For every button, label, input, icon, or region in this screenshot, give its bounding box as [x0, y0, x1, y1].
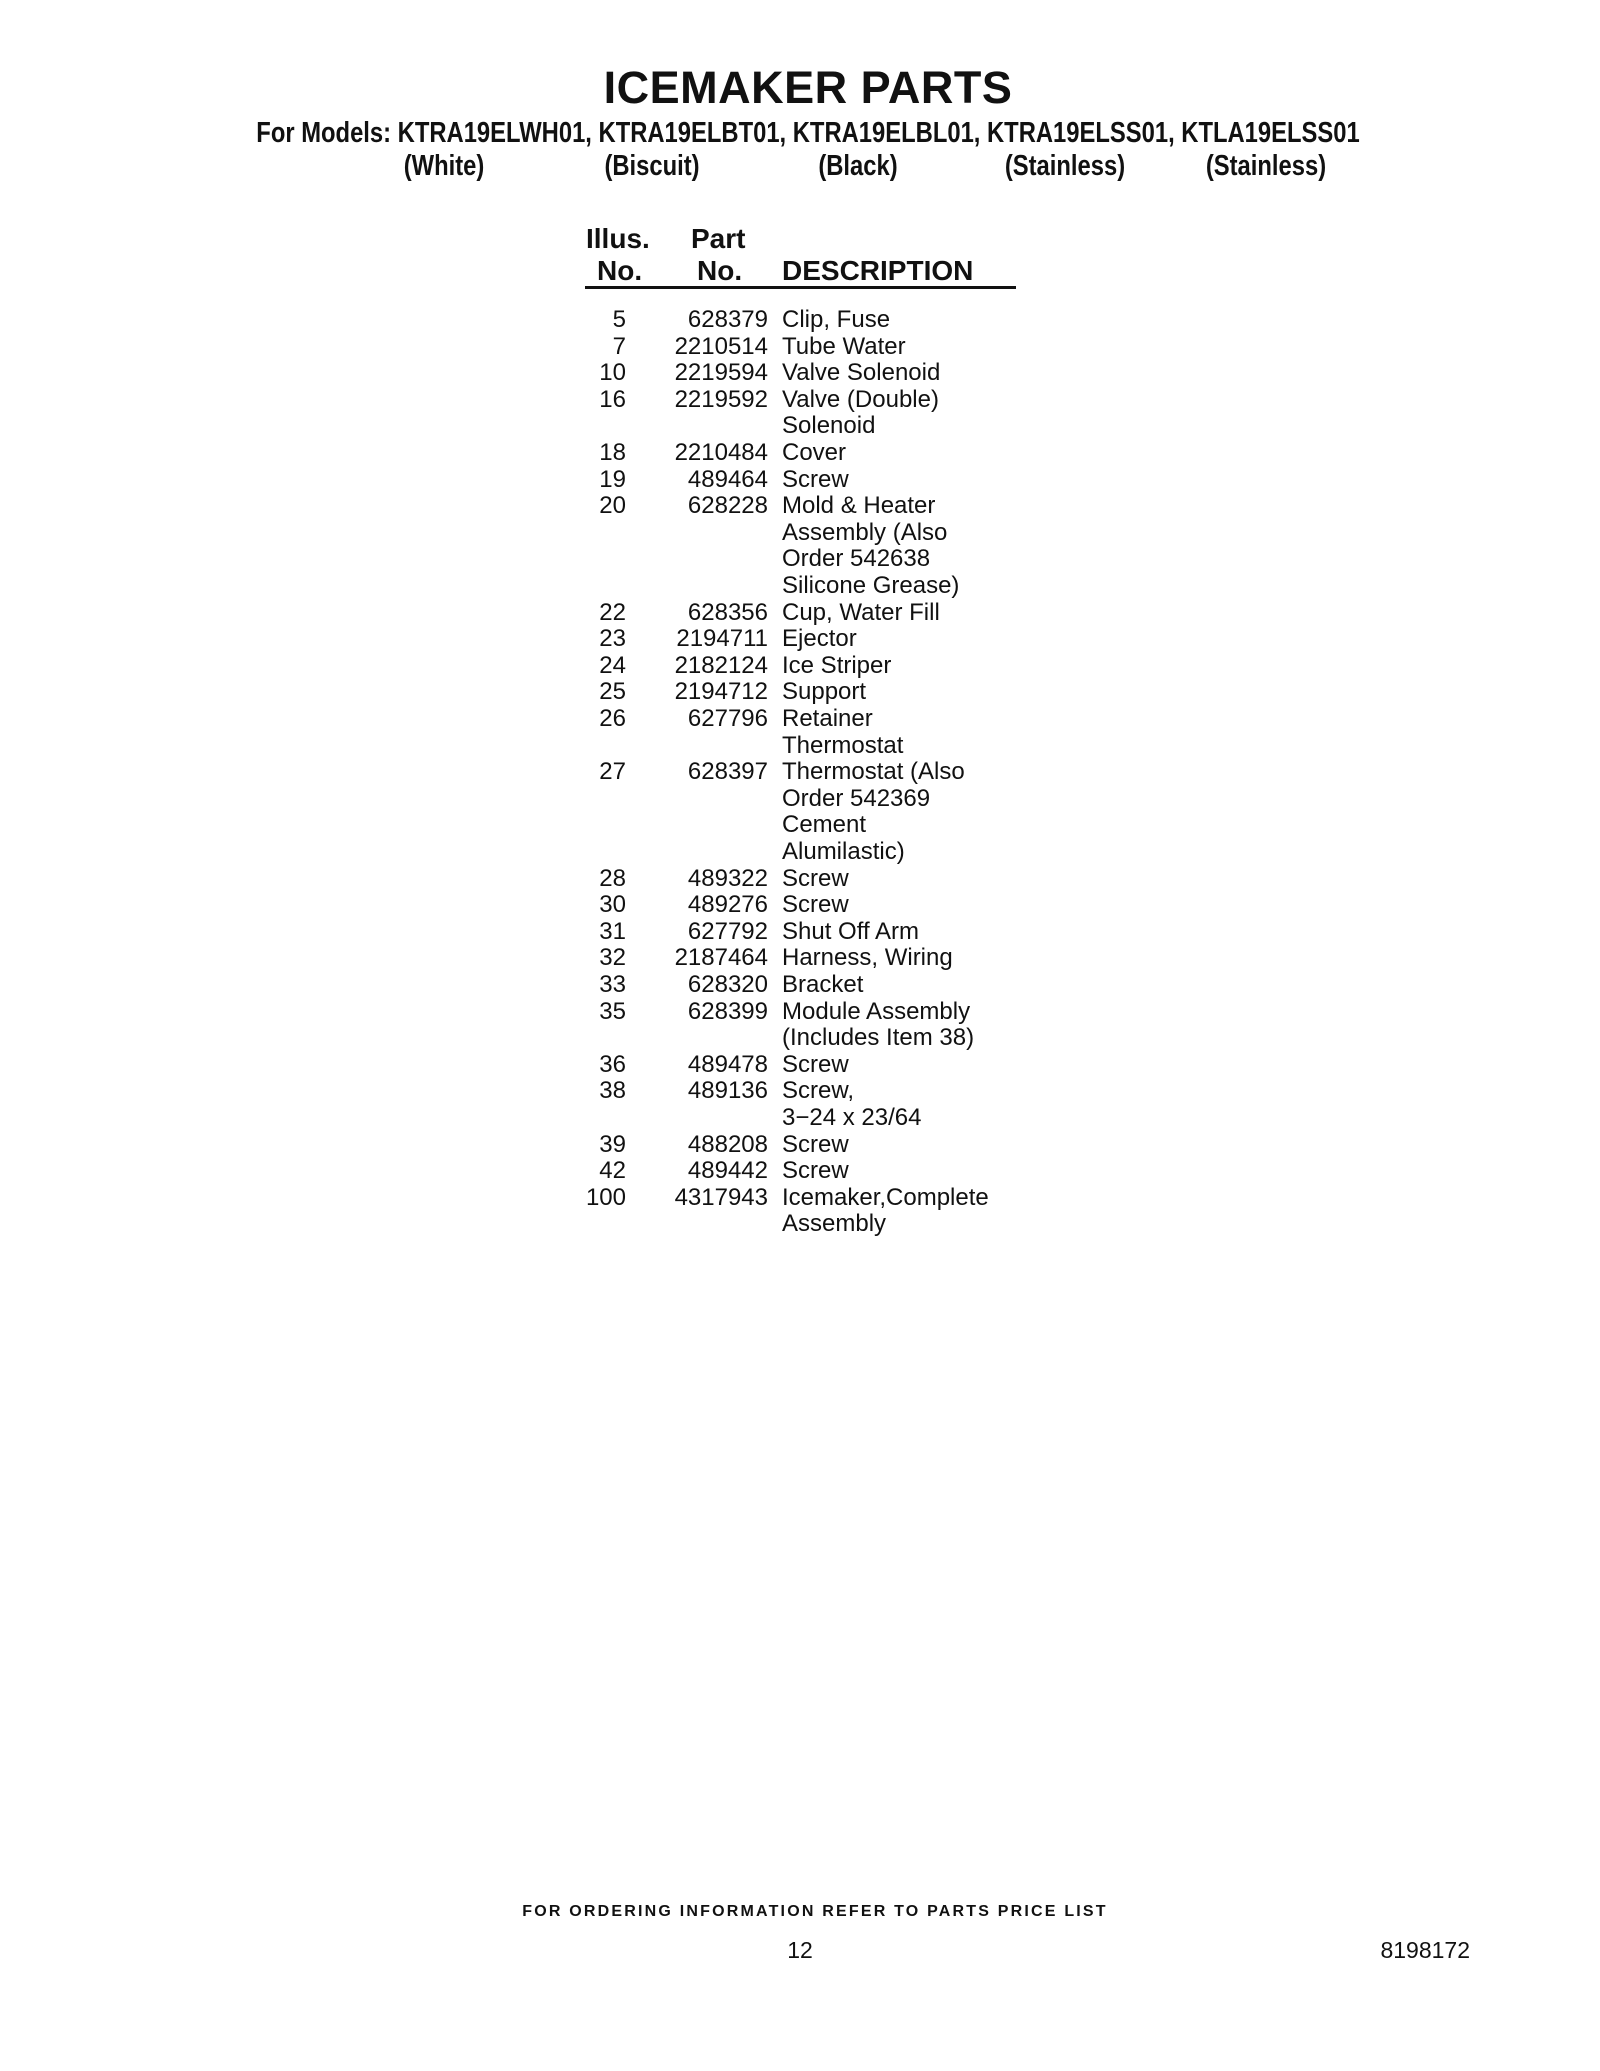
- part-number: 489276: [687, 891, 768, 919]
- description-line: Order 542369: [782, 784, 931, 812]
- illus-number: 18: [599, 439, 626, 466]
- illus-number: 36: [599, 1050, 626, 1078]
- description-line: Screw,: [782, 1077, 855, 1105]
- header-illus-top: Illus.: [586, 223, 650, 254]
- description-line: Cement: [782, 811, 867, 839]
- description-line: Retainer: [782, 705, 873, 732]
- color-biscuit: (Biscuit): [604, 150, 700, 182]
- description-line: Thermostat: [782, 731, 904, 759]
- page-number: 12: [787, 1937, 813, 1963]
- description-line: Alumilastic): [782, 838, 905, 865]
- description-line: Shut Off Arm: [782, 917, 919, 945]
- illus-number: 23: [599, 625, 626, 653]
- illus-number: 10: [599, 359, 626, 387]
- part-number: 2194712: [674, 678, 768, 706]
- header-description: DESCRIPTION: [782, 255, 974, 286]
- illus-number: 33: [599, 971, 626, 998]
- header-illus-bottom: No.: [597, 255, 643, 286]
- description-line: Assembly (Also: [782, 518, 948, 546]
- color-black: (Black): [818, 150, 898, 182]
- illus-number: 19: [599, 465, 626, 493]
- part-number: 2219594: [674, 359, 768, 387]
- description-line: Screw: [782, 1130, 849, 1158]
- description-line: Tube Water: [782, 332, 906, 360]
- description-line: Screw: [782, 1050, 849, 1078]
- description-line: Thermostat (Also: [782, 758, 965, 786]
- color-stainless-2: (Stainless): [1205, 150, 1327, 182]
- header-part-top: Part: [691, 223, 746, 254]
- ordering-note: FOR ORDERING INFORMATION REFER TO PARTS PRICE LIST: [522, 1903, 1108, 1920]
- description-line: 3−24 x 23/64: [782, 1104, 922, 1131]
- header-rule: [585, 286, 1016, 289]
- part-number: 2210514: [674, 332, 768, 360]
- illus-number: 32: [599, 944, 626, 972]
- description-line: Mold & Heater: [782, 492, 936, 520]
- illus-number: 100: [585, 1183, 626, 1211]
- illus-number: 27: [599, 758, 626, 786]
- description-line: (Includes Item 38): [782, 1024, 975, 1052]
- description-line: Assembly: [782, 1210, 887, 1238]
- description-line: Valve (Double): [782, 385, 939, 413]
- description-line: Order 542638: [782, 545, 931, 573]
- description-line: Cup, Water Fill: [782, 598, 940, 626]
- part-number: 628356: [687, 598, 768, 626]
- description-line: Bracket: [782, 971, 864, 998]
- illus-number: 16: [599, 385, 626, 413]
- illus-number: 26: [599, 705, 626, 732]
- description-line: Ejector: [782, 625, 857, 653]
- color-stainless-1: (Stainless): [1004, 150, 1126, 182]
- description-line: Harness, Wiring: [782, 944, 953, 972]
- part-number: 2182124: [674, 651, 768, 679]
- color-white: (White): [403, 150, 485, 182]
- illus-number: 20: [599, 492, 626, 520]
- illus-number: 39: [599, 1130, 626, 1158]
- part-number: 488208: [687, 1130, 768, 1158]
- description-line: Ice Striper: [782, 651, 892, 679]
- part-number: 489478: [687, 1050, 768, 1078]
- illus-number: 35: [599, 997, 626, 1025]
- description-line: Screw: [782, 1157, 849, 1185]
- illus-number: 28: [599, 864, 626, 892]
- description-line: Cover: [782, 439, 847, 466]
- part-number: 628228: [687, 492, 768, 520]
- illus-number: 7: [612, 332, 626, 360]
- page-title: ICEMAKER PARTS: [603, 62, 1013, 113]
- document-number: 8198172: [1380, 1937, 1470, 1963]
- part-number: 628397: [687, 758, 768, 786]
- description-line: Clip, Fuse: [782, 306, 891, 333]
- description-line: Silicone Grease): [782, 572, 960, 599]
- description-line: Screw: [782, 891, 849, 919]
- part-number: 627796: [687, 705, 768, 732]
- part-number: 489136: [687, 1077, 768, 1105]
- part-number: 2210484: [674, 439, 768, 466]
- header-part-bottom: No.: [697, 255, 743, 286]
- illus-number: 42: [599, 1157, 626, 1185]
- part-number: 628399: [687, 997, 768, 1025]
- description-line: Screw: [782, 465, 849, 493]
- description-line: Screw: [782, 864, 849, 892]
- illus-number: 5: [612, 306, 626, 333]
- description-line: Support: [782, 678, 867, 706]
- part-number: 4317943: [674, 1183, 768, 1211]
- illus-number: 38: [599, 1077, 626, 1105]
- description-line: Solenoid: [782, 412, 876, 440]
- part-number: 627792: [687, 917, 768, 945]
- part-number: 489322: [687, 864, 768, 892]
- part-number: 628320: [687, 971, 768, 998]
- description-line: Valve Solenoid: [782, 359, 941, 387]
- part-number: 2187464: [674, 944, 768, 972]
- illus-number: 30: [599, 891, 626, 919]
- description-line: Icemaker,Complete: [782, 1183, 989, 1211]
- part-number: 2194711: [676, 625, 768, 653]
- illus-number: 25: [599, 678, 626, 706]
- part-number: 489442: [687, 1157, 768, 1185]
- illus-number: 24: [599, 651, 626, 679]
- models-line: For Models: KTRA19ELWH01, KTRA19ELBT01, KTRA19ELBL01, KTRA19ELSS01, KTLA19ELSS01: [256, 117, 1360, 149]
- part-number: 2219592: [674, 385, 768, 413]
- part-number: 489464: [687, 465, 768, 493]
- part-number: 628379: [687, 306, 768, 333]
- illus-number: 31: [599, 917, 626, 945]
- description-line: Module Assembly: [782, 997, 971, 1025]
- illus-number: 22: [599, 598, 626, 626]
